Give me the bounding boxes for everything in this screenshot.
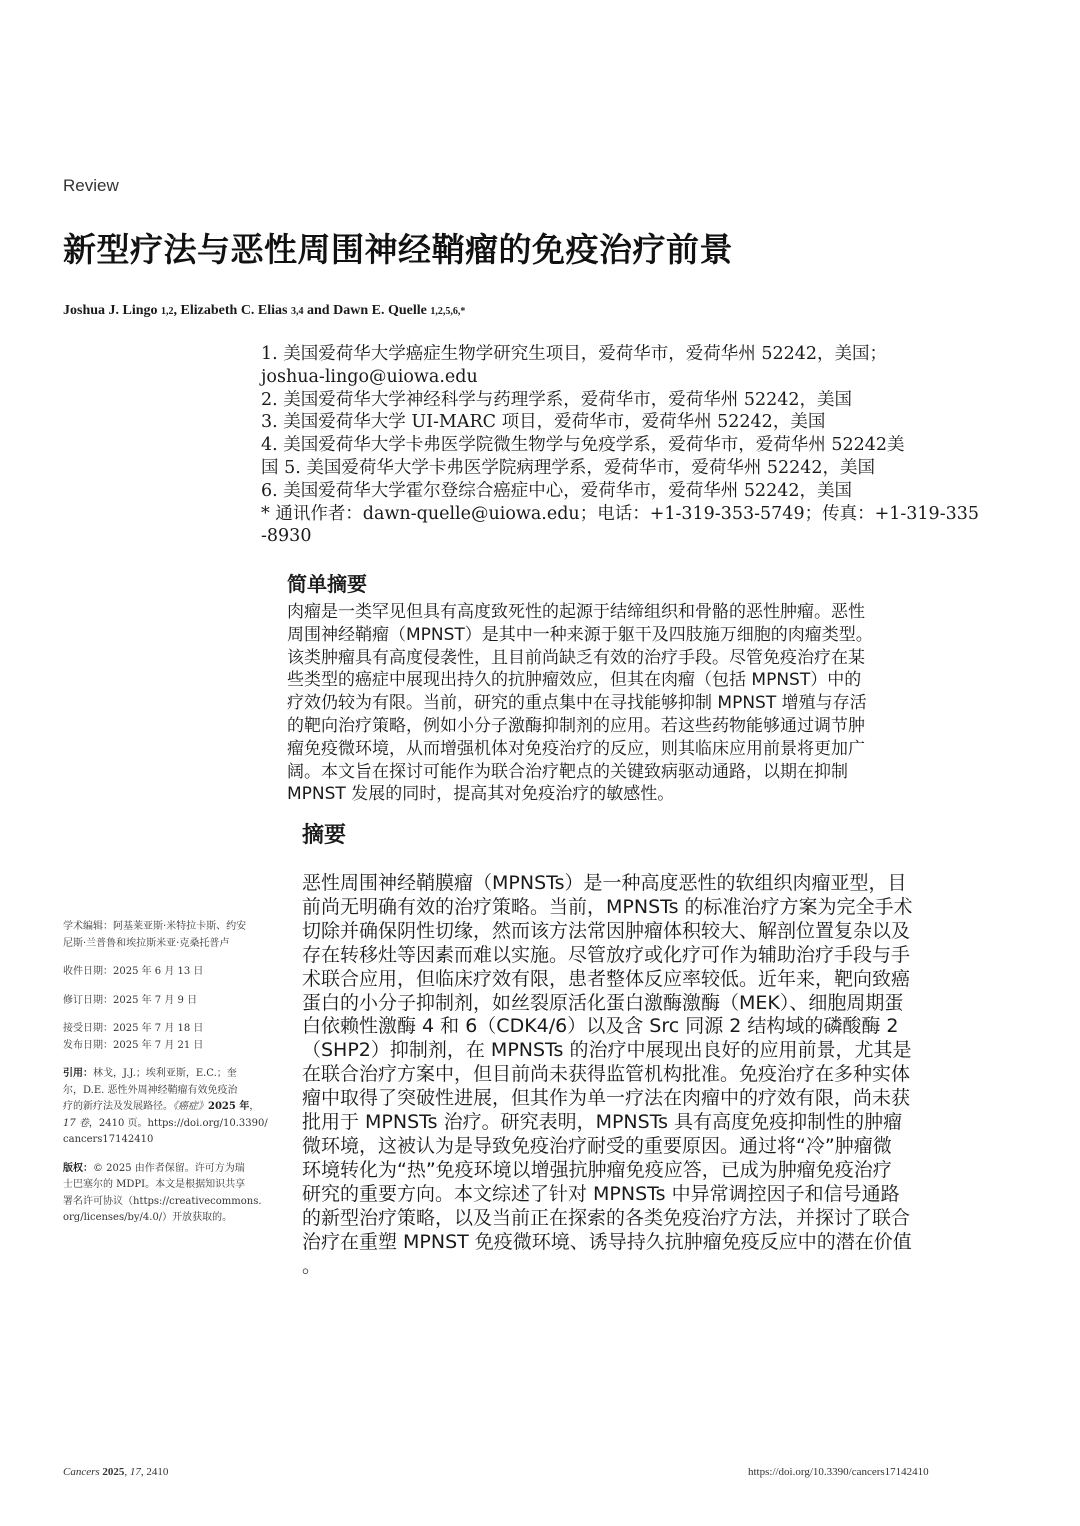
citation	[63, 1116, 278, 1133]
citation-year: 2025 年	[208, 1101, 250, 1112]
abstract-line: 研究的重要方向。本文综述了针对 MPNSTs 中异常调控因子和信号通路	[302, 1182, 900, 1205]
author-affiliation-marker: 1,2,5,6,*	[430, 306, 466, 317]
citation-doi[interactable]: ，2410 页。https://doi.org/10.3390/	[88, 1117, 268, 1129]
author-separator: and	[303, 303, 334, 318]
abstract-line: 切除并确保阴性切缘，然而该方法常因肿瘤体积较大、解剖位置复杂以及	[302, 919, 911, 942]
citation	[63, 1066, 278, 1083]
author-name: Dawn E. Quelle	[333, 303, 427, 318]
abstract-line: 治疗在重塑 MPNST 免疫微环境、诱导持久抗肿瘤免疫反应中的潜在价值	[302, 1230, 912, 1253]
simple-summary-heading: 简单摘要	[287, 572, 367, 596]
abstract-line: 在联合治疗方案中，但目前尚未获得监管机构批准。免疫治疗在多种实体	[302, 1063, 911, 1086]
footer-year: 2025	[102, 1466, 125, 1478]
simple-summary-line: 疗效仍较为有限。当前，研究的重点集中在寻找能够抑制 MPNST 增殖与存活	[287, 693, 867, 714]
simple-summary-body	[287, 601, 1007, 806]
citation: 疗的新疗法及发展路径。《癌症》2025 年，	[63, 1101, 260, 1112]
affiliation-line: 3. 美国爱荷华大学 UI-MARC 项目，爱荷华市，爱荷华州 52242，美国	[261, 412, 826, 433]
author-affiliation-marker: 1,2	[161, 306, 174, 317]
footer-article-number: , 2410	[140, 1466, 169, 1478]
received-date: 收件日期：2025 年 6 月 13 日	[63, 966, 204, 977]
abstract-line: 环境转化为“热”免疫环境以增强抗肿瘤免疫应答，已成为肿瘤免疫治疗	[302, 1158, 892, 1181]
footer-doi-link[interactable]: https://doi.org/10.3390/cancers17142410	[748, 1466, 929, 1478]
simple-summary-line: 该类肿瘤具有高度侵袭性，且目前尚缺乏有效的治疗手段。尽管免疫治疗在某	[287, 647, 865, 668]
citation-text: 疗的新疗法及发展路径。	[63, 1101, 173, 1112]
simple-summary-line: 些类型的癌症中展现出持久的抗肿瘤效应，但其在肉瘤（包括 MPNST）中的	[287, 670, 862, 691]
abstract-line: 蛋白的小分子抑制剂，如丝裂原活化蛋白激酶激酶（MEK）、细胞周期蛋	[302, 991, 904, 1014]
footer-journal: Cancers	[63, 1466, 100, 1478]
copyright-label: 版权：	[63, 1162, 93, 1174]
corresponding-author-line: -8930	[261, 526, 312, 547]
author-separator: ,	[173, 303, 181, 318]
abstract-line: 白依赖性激酶 4 和 6（CDK4/6）以及含 Src 同源 2 结构域的磷酸酶 2	[302, 1015, 899, 1038]
copyright-license-link[interactable]: org/licenses/by/4.0/）开放获取的。	[63, 1212, 233, 1223]
article-info-sidebar	[63, 919, 278, 1227]
citation-text: 林戈，J.J.；埃利亚斯，E.C.；奎	[93, 1068, 237, 1079]
accepted-date: 接受日期：2025 年 7 月 18 日	[63, 1023, 204, 1034]
affiliation-line: 6. 美国爱荷华大学霍尔登综合癌症中心，爱荷华市，爱荷华州 52242，美国	[261, 480, 852, 501]
citation-text: 尔，D.E. 恶性外周神经鞘瘤有效免疫治	[63, 1084, 238, 1096]
citation-volume: 17 卷	[63, 1117, 89, 1129]
simple-summary-line: 周围神经鞘瘤（MPNST）是其中一种来源于躯干及四肢施万细胞的肉瘤类型。	[287, 624, 873, 645]
revised-date: 修订日期：2025 年 7 月 9 日	[63, 994, 198, 1006]
simple-summary-line: 阔。本文旨在探讨可能作为联合治疗靶点的关键致病驱动通路，以期在抑制	[287, 761, 848, 782]
affiliation-line: 2. 美国爱荷华大学神经科学与药理学系，爱荷华市，爱荷华州 52242，美国	[261, 389, 852, 410]
copyright-license-link[interactable]: 署名许可协议（https://creativecommons.	[63, 1195, 262, 1207]
footer-volume: 17	[129, 1466, 141, 1478]
abstract-line: 瘤中取得了突破性进展，但其作为单一疗法在肉瘤中的疗效有限，尚未获	[302, 1087, 911, 1110]
author-list	[63, 303, 465, 319]
abstract-line: 。	[302, 1254, 322, 1277]
affiliation-line: 1. 美国爱荷华大学癌症生物学研究生项目，爱荷华市，爱荷华州 52242，美国；	[261, 344, 887, 364]
article-type-label: Review	[63, 176, 119, 195]
citation-journal: 《癌症》	[173, 1101, 208, 1112]
author-affiliation-marker: 3,4	[291, 306, 304, 317]
author-name: Joshua J. Lingo	[63, 303, 158, 318]
abstract-heading: 摘要	[302, 823, 347, 848]
abstract-line: 的新型治疗策略，以及当前正在探索的各类免疫治疗方法，并探讨了联合	[302, 1206, 911, 1229]
corresponding-author-line: * 通讯作者：dawn-quelle@uiowa.edu；电话：+1-319-353-5749；传真：+1-319-335	[261, 503, 980, 524]
abstract-body	[302, 872, 1042, 1278]
simple-summary-line: MPNST 发展的同时，提高其对免疫治疗的敏感性。	[287, 784, 675, 805]
simple-summary-line: 的靶向治疗策略，例如小分子激酶抑制剂的应用。若这些药物能够通过调节肿	[287, 715, 865, 736]
simple-summary-line: 瘤免疫微环境，从而增强机体对免疫治疗的反应，则其临床应用前景将更加广	[287, 738, 865, 759]
paper-title: 新型疗法与恶性周围神经鞘瘤的免疫治疗前景	[63, 230, 733, 269]
abstract-line: 恶性周围神经鞘膜瘤（MPNSTs）是一种高度恶性的软组织肉瘤亚型，目	[302, 872, 907, 894]
abstract-line: 微环境，这被认为是导致免疫治疗耐受的重要原因。通过将“冷”肿瘤微	[302, 1134, 892, 1157]
affiliations-block	[261, 343, 1061, 548]
citation-label: 引用：	[63, 1068, 93, 1079]
published-date: 发布日期：2025 年 7 月 21 日	[63, 1039, 204, 1051]
simple-summary-line: 肉瘤是一类罕见但具有高度致死性的起源于结缔组织和骨骼的恶性肿瘤。恶性	[287, 602, 865, 622]
academic-editor: 尼斯·兰普鲁和埃拉斯米亚·克桑托普卢	[63, 937, 230, 949]
abstract-line: 术联合应用，但临床疗效有限，患者整体反应率较低。近年来，靶向致癌	[302, 967, 911, 990]
abstract-line: （SHP2）抑制剂，在 MPNSTs 的治疗中展现出良好的应用前景，尤其是	[302, 1039, 912, 1062]
copyright	[63, 1161, 278, 1178]
copyright-text: © 2025 由作者保留。许可方为瑞	[93, 1162, 245, 1174]
abstract-line: 存在转移灶等因素而难以实施。尽管放疗或化疗可作为辅助治疗手段与手	[302, 943, 911, 966]
affiliation-line: 国 5. 美国爱荷华大学卡弗医学院病理学系，爱荷华市，爱荷华州 52242，美国	[261, 457, 876, 478]
abstract-line: 批用于 MPNSTs 治疗。研究表明，MPNSTs 具有高度免疫抑制性的肿瘤	[302, 1111, 903, 1134]
author-name: Elizabeth C. Elias	[180, 303, 288, 318]
affiliation-email: joshua-lingo@uiowa.edu	[261, 366, 478, 387]
footer-citation: Cancers 2025, 17, 2410	[63, 1466, 169, 1478]
copyright-text: 士巴塞尔的 MDPI。本文是根据知识共享	[63, 1179, 246, 1190]
abstract-line: 前尚无明确有效的治疗策略。当前，MPNSTs 的标准治疗方案为完全手术	[302, 895, 913, 918]
affiliation-line: 4. 美国爱荷华大学卡弗医学院微生物学与免疫学系，爱荷华市，爱荷华州 52242美	[261, 435, 905, 456]
academic-editor: 学术编辑：阿基莱亚斯·米特拉卡斯、约安	[63, 921, 247, 932]
citation-doi[interactable]: cancers17142410	[63, 1134, 154, 1145]
